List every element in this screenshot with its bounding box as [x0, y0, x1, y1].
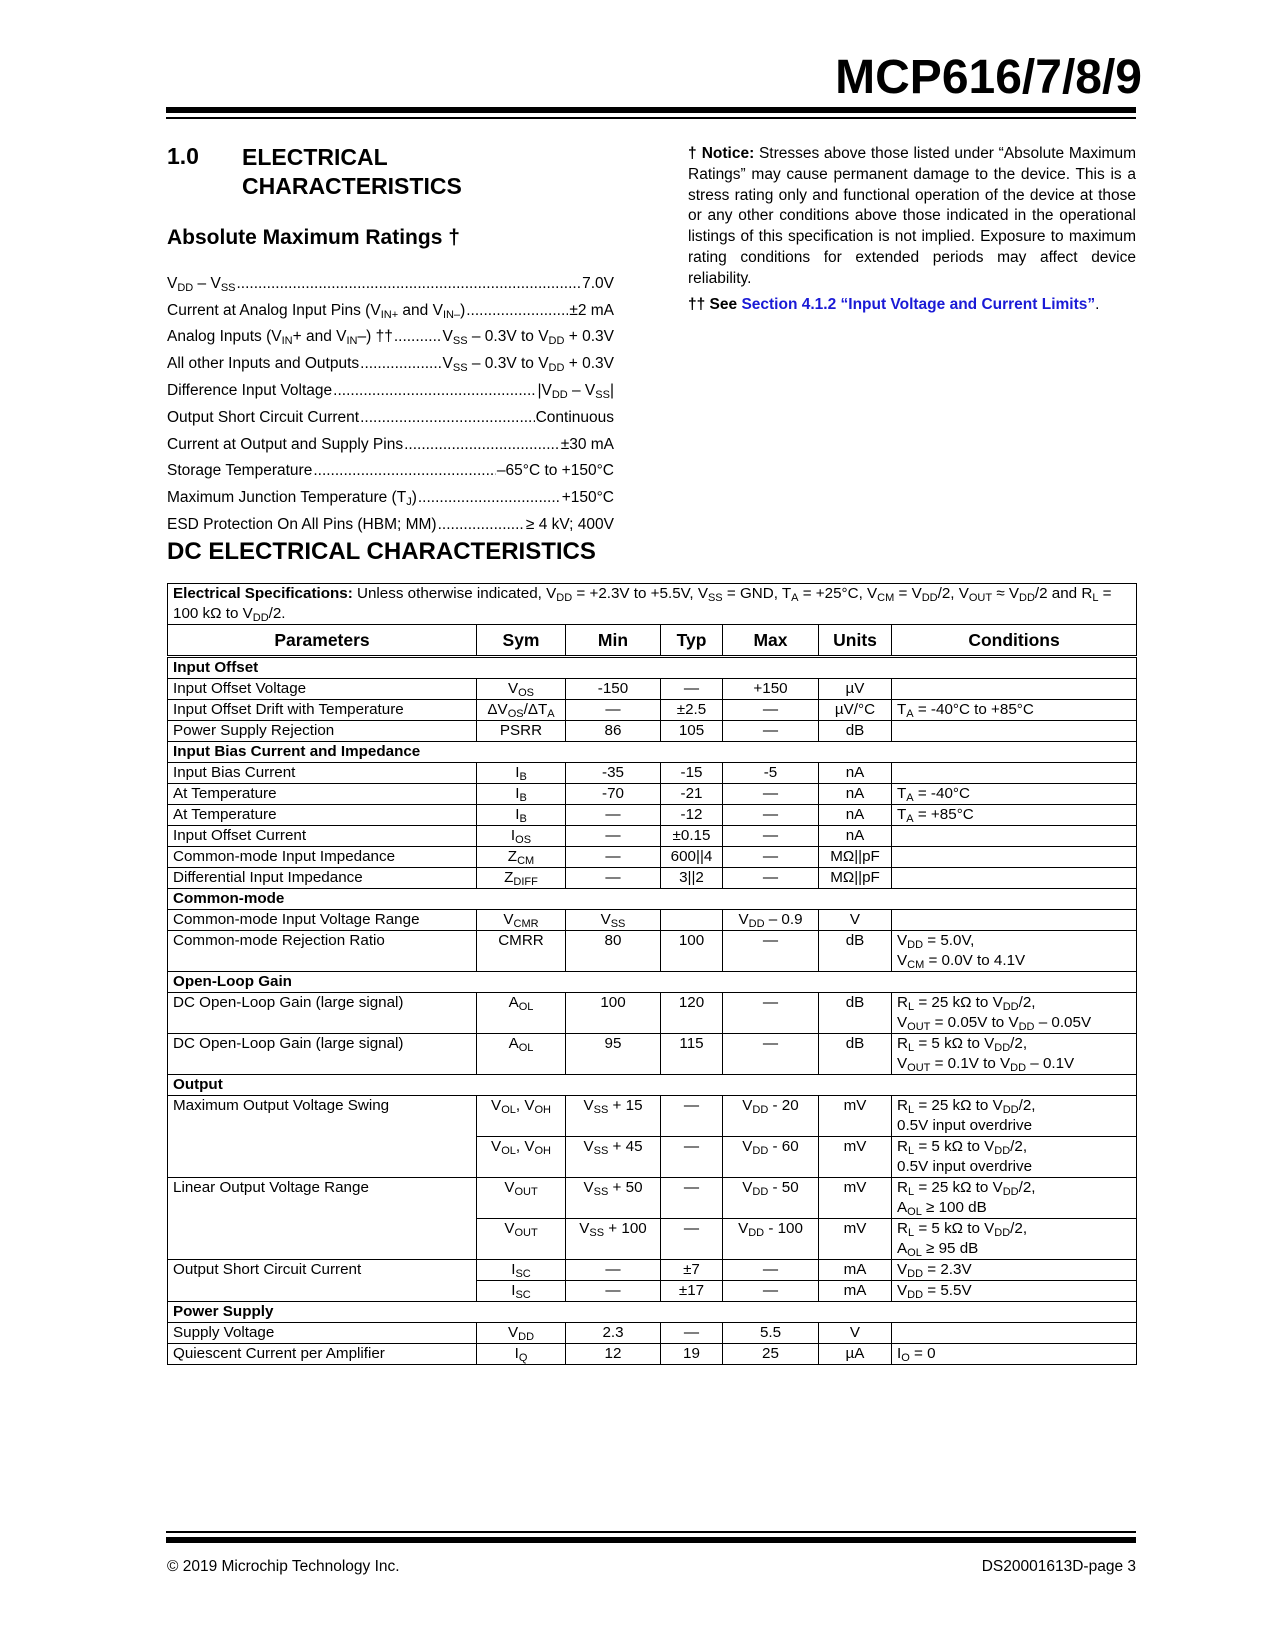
- notice-label: † Notice:: [688, 145, 755, 162]
- double-dagger-prefix: †† See: [688, 296, 742, 313]
- rating-label: Difference Input Voltage: [167, 381, 333, 399]
- units-cell: dB: [819, 993, 892, 1034]
- category-label: Input Offset: [168, 657, 1137, 679]
- param-cell: Input Offset Voltage: [168, 679, 477, 700]
- units-cell: V: [819, 1323, 892, 1344]
- table-row: [168, 910, 1137, 931]
- typ-cell: ±2.5: [661, 700, 723, 721]
- rating-item: [167, 346, 614, 373]
- conditions-cell: [892, 910, 1137, 931]
- typ-cell: —: [661, 1323, 723, 1344]
- col-header-parameters: Parameters: [168, 625, 477, 657]
- units-cell: µA: [819, 1344, 892, 1365]
- min-cell: —: [566, 826, 661, 847]
- min-cell: —: [566, 1260, 661, 1281]
- max-cell: +150: [723, 679, 819, 700]
- typ-cell: -12: [661, 805, 723, 826]
- note-suffix: .: [1095, 296, 1100, 313]
- max-cell: —: [723, 868, 819, 889]
- param-cell: Quiescent Current per Amplifier: [168, 1344, 477, 1365]
- condition-line: $V_{DD} = 5.0V$,: [897, 932, 975, 951]
- conditions-cell: [892, 784, 1137, 805]
- sym-cell: $V_{DD}$: [477, 1323, 566, 1344]
- conditions-cell: [892, 763, 1137, 784]
- footer-rule-thin: [166, 1531, 1136, 1533]
- min-cell: -150: [566, 679, 661, 700]
- min-cell: —: [566, 847, 661, 868]
- conditions-cell: [892, 1137, 1137, 1178]
- units-cell: nA: [819, 805, 892, 826]
- rating-item: [167, 427, 614, 454]
- condition-line: $T_A = -40^\circ C$ to +85°C: [897, 701, 1034, 720]
- rating-leader-dots: [466, 302, 568, 320]
- units-cell: mV: [819, 1096, 892, 1137]
- param-cell: Input Offset Current: [168, 826, 477, 847]
- category-row: [168, 972, 1137, 993]
- rating-value: +150°C: [561, 489, 614, 507]
- units-cell: nA: [819, 763, 892, 784]
- param-cell: DC Open-Loop Gain (large signal): [168, 1034, 477, 1075]
- condition-line: $V_{OUT} = 0.1V$ to $V_{DD} - 0.1V$: [897, 1055, 1075, 1074]
- rating-label: Current at Analog Input Pins ($V_{IN+}$ and $V_{IN-}$): [167, 301, 466, 321]
- conditions-cell: [892, 1323, 1137, 1344]
- param-cell: Differential Input Impedance: [168, 868, 477, 889]
- condition-line: $R_L = 5$ kΩ to $V_{DD}/2$,: [897, 1138, 1028, 1157]
- category-row: [168, 657, 1137, 679]
- units-cell: µV: [819, 679, 892, 700]
- min-cell: —: [566, 1281, 661, 1302]
- sym-cell: $V_{CMR}$: [477, 910, 566, 931]
- min-cell: $V_{SS} + 50$: [566, 1178, 661, 1219]
- col-header-units: Units: [819, 625, 892, 657]
- table-row: [168, 1323, 1137, 1344]
- rating-value: $V_{SS} - 0.3V$ to $V_{DD} + 0.3V$: [442, 328, 614, 348]
- table-row: [168, 868, 1137, 889]
- footer-rule: [166, 1537, 1136, 1543]
- condition-line: 0.5V input overdrive: [897, 1158, 1033, 1175]
- rating-item: [167, 293, 614, 320]
- typ-cell: 3||2: [661, 868, 723, 889]
- rating-leader-dots: [394, 328, 442, 346]
- table-row: [168, 763, 1137, 784]
- table-row: [168, 679, 1137, 700]
- units-cell: mA: [819, 1260, 892, 1281]
- condition-line: $I_O = 0$: [897, 1345, 936, 1364]
- sym-cell: $A_{OL}$: [477, 1034, 566, 1075]
- typ-cell: -21: [661, 784, 723, 805]
- max-cell: —: [723, 700, 819, 721]
- sym-cell: $Z_{CM}$: [477, 847, 566, 868]
- spec-row: [168, 584, 1137, 625]
- conditions-cell: [892, 805, 1137, 826]
- min-cell: $V_{SS} + 45$: [566, 1137, 661, 1178]
- rating-leader-dots: [438, 516, 525, 534]
- dc-characteristics-heading: DC ELECTRICAL CHARACTERISTICS: [167, 538, 596, 565]
- category-row: [168, 889, 1137, 910]
- conditions-cell: [892, 1281, 1137, 1302]
- max-cell: —: [723, 993, 819, 1034]
- rating-leader-dots: [404, 436, 560, 454]
- rating-label: ESD Protection On All Pins (HBM; MM): [167, 515, 437, 533]
- rating-value: $V_{SS} - 0.3V$ to $V_{DD} + 0.3V$: [442, 355, 614, 375]
- rating-item: [167, 400, 614, 427]
- conditions-cell: [892, 700, 1137, 721]
- header-rule: [166, 107, 1136, 113]
- rating-value: ≥ 4 kV; 400V: [525, 515, 614, 533]
- max-cell: 5.5: [723, 1323, 819, 1344]
- rating-leader-dots: [237, 275, 582, 293]
- min-cell: 80: [566, 931, 661, 972]
- rating-value: ±30 mA: [560, 435, 614, 453]
- double-dagger-note: [688, 296, 1136, 314]
- notice-text: Stresses above those listed under “Absolute Maximum Ratings” may cause permanent damage to the device. This is a stress rating only and functional operation of the device at those or any other conditions above those indicated in the operational listings of this specification is not implied. Exposure to maximum rating conditions for extended periods may affect device reliability.: [688, 145, 1137, 287]
- max-cell: 25: [723, 1344, 819, 1365]
- condition-line: $A_{OL} \ge 95$ dB: [897, 1240, 979, 1259]
- col-header-min: Min: [566, 625, 661, 657]
- section-title-line1: ELECTRICAL: [242, 144, 388, 170]
- page-number: DS20001613D-page 3: [981, 1558, 1136, 1575]
- sym-cell: PSRR: [477, 721, 566, 742]
- units-cell: dB: [819, 721, 892, 742]
- condition-line: $T_A = +85^\circ C$: [897, 806, 974, 825]
- units-cell: dB: [819, 931, 892, 972]
- param-cell: At Temperature: [168, 805, 477, 826]
- col-header-conditions: Conditions: [892, 625, 1137, 657]
- param-cell: Common-mode Input Voltage Range: [168, 910, 477, 931]
- condition-line: $V_{OUT} = 0.05V$ to $V_{DD} - 0.05V$: [897, 1014, 1092, 1033]
- min-cell: -35: [566, 763, 661, 784]
- sym-cell: $V_{OL}$, $V_{OH}$: [477, 1096, 566, 1137]
- rating-item: [167, 320, 614, 347]
- table-row: [168, 1178, 1137, 1219]
- min-cell: -70: [566, 784, 661, 805]
- units-cell: mV: [819, 1137, 892, 1178]
- rating-leader-dots: [333, 382, 536, 400]
- col-header-typ: Typ: [661, 625, 723, 657]
- conditions-cell: [892, 1096, 1137, 1137]
- condition-line: $V_{CM} = 0.0V$ to 4.1V: [897, 952, 1026, 971]
- category-row: [168, 742, 1137, 763]
- min-cell: —: [566, 805, 661, 826]
- conditions-cell: [892, 1260, 1137, 1281]
- sym-cell: CMRR: [477, 931, 566, 972]
- conditions-cell: [892, 868, 1137, 889]
- sym-cell: $I_B$: [477, 763, 566, 784]
- table-row: [168, 784, 1137, 805]
- copyright: © 2019 Microchip Technology Inc.: [167, 1558, 400, 1575]
- max-cell: $V_{DD} - 100$: [723, 1219, 819, 1260]
- units-cell: nA: [819, 826, 892, 847]
- max-cell: $V_{DD} - 60$: [723, 1137, 819, 1178]
- max-cell: —: [723, 805, 819, 826]
- document-title: MCP616/7/8/9: [835, 51, 1142, 104]
- min-cell: $V_{SS} + 15$: [566, 1096, 661, 1137]
- table-row: [168, 1034, 1137, 1075]
- category-row: [168, 1075, 1137, 1096]
- min-cell: 86: [566, 721, 661, 742]
- conditions-cell: [892, 931, 1137, 972]
- ratings-list: [167, 266, 614, 534]
- sym-cell: $I_B$: [477, 784, 566, 805]
- section-number: 1.0: [167, 143, 199, 169]
- min-cell: 95: [566, 1034, 661, 1075]
- sym-cell: $\Delta V_{OS}/\Delta T_A$: [477, 700, 566, 721]
- col-header-max: Max: [723, 625, 819, 657]
- param-cell: Linear Output Voltage Range: [168, 1178, 477, 1260]
- section-link[interactable]: Section 4.1.2 “Input Voltage and Current Limits”: [741, 296, 1096, 313]
- table-row: [168, 700, 1137, 721]
- category-label: Input Bias Current and Impedance: [168, 742, 1137, 763]
- rating-value: Continuous: [535, 408, 614, 426]
- rating-leader-dots: [313, 462, 496, 480]
- col-header-sym: Sym: [477, 625, 566, 657]
- max-cell: -5: [723, 763, 819, 784]
- rating-label: Output Short Circuit Current: [167, 408, 360, 426]
- conditions-cell: [892, 1344, 1137, 1365]
- typ-cell: —: [661, 1096, 723, 1137]
- max-cell: $V_{DD} - 50$: [723, 1178, 819, 1219]
- rating-value: $|V_{DD} - V_{SS}|$: [537, 381, 614, 401]
- min-cell: 100: [566, 993, 661, 1034]
- rating-item: [167, 266, 614, 293]
- param-cell: Supply Voltage: [168, 1323, 477, 1344]
- table-row: [168, 931, 1137, 972]
- rating-label: Storage Temperature: [167, 462, 313, 480]
- units-cell: mA: [819, 1281, 892, 1302]
- spec-label: Electrical Specifications:: [173, 585, 353, 602]
- param-cell: Power Supply Rejection: [168, 721, 477, 742]
- conditions-cell: [892, 721, 1137, 742]
- max-cell: $V_{DD} - 0.9$: [723, 910, 819, 931]
- typ-cell: 19: [661, 1344, 723, 1365]
- min-cell: $V_{SS}$: [566, 910, 661, 931]
- category-label: Open-Loop Gain: [168, 972, 1137, 993]
- dc-characteristics-table: [167, 583, 1137, 1365]
- table-row: [168, 721, 1137, 742]
- rating-label: Analog Inputs ($V_{IN}+$ and $V_{IN}-$) ††: [167, 328, 393, 348]
- table-row: [168, 805, 1137, 826]
- typ-cell: —: [661, 1219, 723, 1260]
- units-cell: MΩ||pF: [819, 847, 892, 868]
- condition-line: $R_L = 25$ kΩ to $V_{DD}/2$,: [897, 994, 1036, 1013]
- table-row: [168, 1096, 1137, 1137]
- param-cell: Common-mode Input Impedance: [168, 847, 477, 868]
- max-cell: —: [723, 826, 819, 847]
- category-label: Power Supply: [168, 1302, 1137, 1323]
- param-cell: Input Offset Drift with Temperature: [168, 700, 477, 721]
- max-cell: —: [723, 784, 819, 805]
- rating-item: [167, 480, 614, 507]
- max-cell: —: [723, 1281, 819, 1302]
- category-row: [168, 1302, 1137, 1323]
- condition-line: $T_A = -40^\circ C$: [897, 785, 970, 804]
- table-row: [168, 993, 1137, 1034]
- rating-label: All other Inputs and Outputs: [167, 355, 360, 373]
- conditions-cell: [892, 1178, 1137, 1219]
- condition-line: $V_{DD} = 2.3V$: [897, 1261, 972, 1280]
- units-cell: nA: [819, 784, 892, 805]
- condition-line: $R_L = 5$ kΩ to $V_{DD}/2$,: [897, 1035, 1028, 1054]
- rating-item: [167, 373, 614, 400]
- typ-cell: 600||4: [661, 847, 723, 868]
- param-cell: Output Short Circuit Current: [168, 1260, 477, 1302]
- rating-value: –65°C to +150°C: [496, 462, 614, 480]
- max-cell: —: [723, 847, 819, 868]
- param-cell: Common-mode Rejection Ratio: [168, 931, 477, 972]
- sym-cell: $I_{OS}$: [477, 826, 566, 847]
- param-cell: At Temperature: [168, 784, 477, 805]
- conditions-cell: [892, 1219, 1137, 1260]
- rating-item: [167, 454, 614, 481]
- typ-cell: ±0.15: [661, 826, 723, 847]
- condition-line: $A_{OL} \ge 100$ dB: [897, 1199, 987, 1218]
- conditions-cell: [892, 679, 1137, 700]
- units-cell: mV: [819, 1219, 892, 1260]
- condition-line: $R_L = 25$ kΩ to $V_{DD}/2$,: [897, 1097, 1036, 1116]
- min-cell: —: [566, 700, 661, 721]
- condition-line: $R_L = 25$ kΩ to $V_{DD}/2$,: [897, 1179, 1036, 1198]
- min-cell: —: [566, 868, 661, 889]
- param-cell: Maximum Output Voltage Swing: [168, 1096, 477, 1178]
- table-row: [168, 1344, 1137, 1365]
- min-cell: $V_{SS} + 100$: [566, 1219, 661, 1260]
- spec-text: Unless otherwise indicated, $V_{DD} = +2.3V$ to +5.5V, $V_{SS}$ = GND, $T_A = +25^\circ C$, $V_{CM} = V_{DD}/2$, $V_{OUT} \approx V_{DD}/2$ and $R_L = 100$ kΩ to $V_{DD}/2$.: [173, 585, 1112, 624]
- rating-label: Maximum Junction Temperature $(T_J)$: [167, 489, 417, 509]
- conditions-cell: [892, 826, 1137, 847]
- table-row: [168, 826, 1137, 847]
- sym-cell: $I_B$: [477, 805, 566, 826]
- table-row: [168, 847, 1137, 868]
- param-cell: Input Bias Current: [168, 763, 477, 784]
- conditions-cell: [892, 847, 1137, 868]
- rating-leader-dots: [360, 355, 441, 373]
- condition-line: $V_{DD} = 5.5V$: [897, 1282, 972, 1301]
- min-cell: 2.3: [566, 1323, 661, 1344]
- typ-cell: -15: [661, 763, 723, 784]
- rating-label: Current at Output and Supply Pins: [167, 435, 404, 453]
- max-cell: $V_{DD} - 20$: [723, 1096, 819, 1137]
- typ-cell: ±7: [661, 1260, 723, 1281]
- header-rule-thin: [166, 117, 1136, 119]
- typ-cell: —: [661, 679, 723, 700]
- max-cell: —: [723, 721, 819, 742]
- max-cell: —: [723, 1260, 819, 1281]
- notice-paragraph: [688, 144, 1136, 290]
- sym-cell: $V_{OUT}$: [477, 1219, 566, 1260]
- rating-leader-dots: [418, 489, 561, 507]
- sym-cell: $Z_{DIFF}$: [477, 868, 566, 889]
- sym-cell: $V_{OS}$: [477, 679, 566, 700]
- conditions-cell: [892, 993, 1137, 1034]
- table-row: [168, 1260, 1137, 1281]
- sym-cell: $V_{OL}$, $V_{OH}$: [477, 1137, 566, 1178]
- rating-value: 7.0V: [582, 274, 614, 292]
- section-title-line2: CHARACTERISTICS: [242, 173, 462, 199]
- units-cell: V: [819, 910, 892, 931]
- typ-cell: 100: [661, 931, 723, 972]
- typ-cell: ±17: [661, 1281, 723, 1302]
- header-row: [168, 625, 1137, 657]
- sym-cell: $I_{SC}$: [477, 1281, 566, 1302]
- max-cell: —: [723, 1034, 819, 1075]
- typ-cell: 115: [661, 1034, 723, 1075]
- typ-cell: 120: [661, 993, 723, 1034]
- sym-cell: $V_{OUT}$: [477, 1178, 566, 1219]
- category-label: Output: [168, 1075, 1137, 1096]
- spec-cell: [168, 584, 1137, 625]
- section-title: [242, 143, 562, 201]
- absolute-max-ratings-heading: Absolute Maximum Ratings †: [167, 226, 460, 249]
- rating-label: $V_{DD} - V_{SS}$: [167, 274, 236, 294]
- typ-cell: 105: [661, 721, 723, 742]
- units-cell: dB: [819, 1034, 892, 1075]
- typ-cell: [661, 910, 723, 931]
- units-cell: MΩ||pF: [819, 868, 892, 889]
- units-cell: mV: [819, 1178, 892, 1219]
- category-label: Common-mode: [168, 889, 1137, 910]
- sym-cell: $I_{SC}$: [477, 1260, 566, 1281]
- rating-item: [167, 507, 614, 534]
- rating-leader-dots: [360, 409, 534, 427]
- typ-cell: —: [661, 1137, 723, 1178]
- units-cell: µV/°C: [819, 700, 892, 721]
- min-cell: 12: [566, 1344, 661, 1365]
- typ-cell: —: [661, 1178, 723, 1219]
- conditions-cell: [892, 1034, 1137, 1075]
- condition-line: 0.5V input overdrive: [897, 1117, 1033, 1134]
- sym-cell: $I_Q$: [477, 1344, 566, 1365]
- sym-cell: $A_{OL}$: [477, 993, 566, 1034]
- param-cell: DC Open-Loop Gain (large signal): [168, 993, 477, 1034]
- rating-value: ±2 mA: [569, 301, 614, 319]
- condition-line: $R_L = 5$ kΩ to $V_{DD}/2$,: [897, 1220, 1028, 1239]
- max-cell: —: [723, 931, 819, 972]
